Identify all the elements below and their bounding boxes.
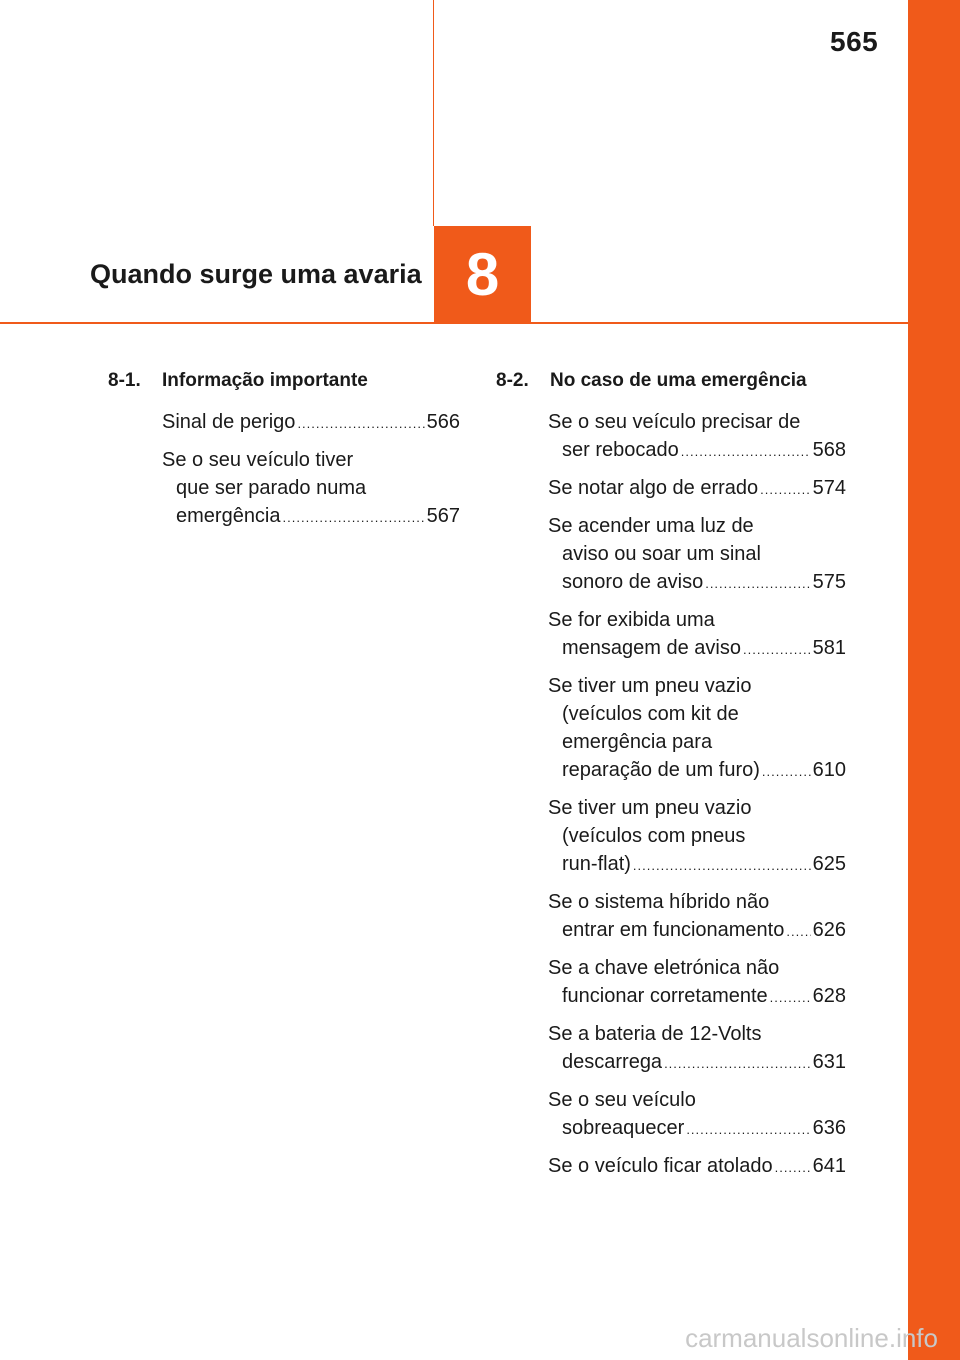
- toc-entry-text: funcionar corretamente: [562, 985, 768, 1007]
- toc-entry-text: run-flat): [562, 853, 631, 875]
- dot-leader: [283, 504, 425, 532]
- toc-entry[interactable]: [162, 408, 460, 438]
- section-heading: [108, 370, 460, 392]
- section-number: 8-2.: [496, 370, 529, 391]
- toc-page-number[interactable]: 628: [812, 985, 846, 1007]
- toc-column-left: [108, 370, 460, 540]
- dot-leader: [686, 1116, 810, 1144]
- toc-entry-text: sonoro de aviso: [562, 571, 704, 593]
- toc-entry-text: (veículos com pneus: [562, 825, 746, 847]
- toc-entry-text: descarrega: [562, 1051, 663, 1073]
- toc-entry-text: Se o sistema híbrido não: [548, 891, 770, 913]
- toc-page-number[interactable]: 625: [812, 853, 846, 875]
- dot-leader: [762, 758, 811, 786]
- toc-entry[interactable]: [548, 1152, 846, 1182]
- toc-entry-text: Se a chave eletrónica não: [548, 957, 780, 979]
- toc-page-number[interactable]: 567: [426, 505, 460, 527]
- chapter-number-badge: [434, 226, 531, 323]
- toc-entry-text: Se o seu veículo precisar de: [548, 411, 801, 433]
- dot-leader: [664, 1050, 811, 1078]
- toc-page-number[interactable]: 641: [812, 1155, 846, 1177]
- chapter-side-bar: [908, 0, 960, 1360]
- toc-entry-text: Se o seu veículo tiver: [162, 449, 354, 471]
- section-title: Informação importante: [162, 370, 368, 391]
- toc-entry[interactable]: [548, 474, 846, 504]
- header-divider-vertical: [433, 0, 434, 226]
- toc-entry[interactable]: [548, 888, 846, 946]
- toc-entry[interactable]: [548, 408, 846, 466]
- dot-leader: [775, 1154, 811, 1182]
- section-heading: [496, 370, 846, 392]
- toc-page-number[interactable]: 631: [812, 1051, 846, 1073]
- toc-entry-text: ser rebocado: [562, 439, 679, 461]
- toc-entry-text: aviso ou soar um sinal: [562, 543, 761, 565]
- page-number: 565: [830, 26, 879, 57]
- toc-entry-text: Se a bateria de 12-Volts: [548, 1023, 762, 1045]
- toc-entry[interactable]: [548, 1020, 846, 1078]
- chapter-number: 8: [465, 241, 500, 308]
- toc-entry-text: que ser parado numa: [176, 477, 367, 499]
- chapter-title: Quando surge uma avaria: [90, 259, 422, 289]
- toc-entry-text: (veículos com kit de: [562, 703, 739, 725]
- toc-entry-text: Se for exibida uma: [548, 609, 715, 631]
- toc-entry[interactable]: [548, 512, 846, 598]
- section-number: 8-1.: [108, 370, 141, 391]
- watermark: carmanualsonline.info: [685, 1323, 938, 1353]
- dot-leader: [760, 476, 810, 504]
- toc-entry-text: mensagem de aviso: [562, 637, 741, 659]
- dot-leader: [786, 918, 810, 946]
- toc-entry-text: Se tiver um pneu vazio: [548, 797, 752, 819]
- toc-page-number[interactable]: 568: [812, 439, 846, 461]
- toc-page-number[interactable]: 574: [812, 477, 846, 499]
- toc-entry-text: emergência: [176, 505, 281, 527]
- toc-column-right: [496, 370, 846, 1190]
- toc-entry-text: Se o seu veículo: [548, 1089, 696, 1111]
- toc-entry[interactable]: [548, 606, 846, 664]
- dot-leader: [681, 438, 811, 466]
- dot-leader: [770, 984, 811, 1012]
- toc-entry[interactable]: [548, 672, 846, 786]
- toc-entries-left: [108, 408, 460, 532]
- toc-page-number[interactable]: 581: [812, 637, 846, 659]
- toc-entry-text: reparação de um furo): [562, 759, 760, 781]
- dot-leader: [297, 410, 424, 438]
- toc-entry-text: entrar em funcionamento: [562, 919, 785, 941]
- section-title: No caso de uma emergência: [550, 370, 807, 391]
- toc-entry[interactable]: [548, 1086, 846, 1144]
- toc-entry-text: sobreaquecer: [562, 1117, 685, 1139]
- toc-entry-text: emergência para: [562, 731, 713, 753]
- toc-entry[interactable]: [548, 794, 846, 880]
- toc-entry[interactable]: [548, 954, 846, 1012]
- toc-entry-text: Sinal de perigo: [162, 411, 296, 433]
- toc-entry[interactable]: [162, 446, 460, 532]
- dot-leader: [633, 852, 811, 880]
- dot-leader: [705, 570, 810, 598]
- toc-page-number[interactable]: 575: [812, 571, 846, 593]
- toc-entries-right: [496, 408, 846, 1182]
- toc-page-number[interactable]: 636: [812, 1117, 846, 1139]
- dot-leader: [743, 636, 811, 664]
- toc-entry-text: Se o veículo ficar atolado: [548, 1155, 773, 1177]
- toc-entry-text: Se acender uma luz de: [548, 515, 754, 537]
- toc-page-number[interactable]: 610: [812, 759, 846, 781]
- toc-page-number[interactable]: 566: [426, 411, 460, 433]
- toc-page-number[interactable]: 626: [812, 919, 846, 941]
- toc-entry-text: Se tiver um pneu vazio: [548, 675, 752, 697]
- toc-entry-text: Se notar algo de errado: [548, 477, 759, 499]
